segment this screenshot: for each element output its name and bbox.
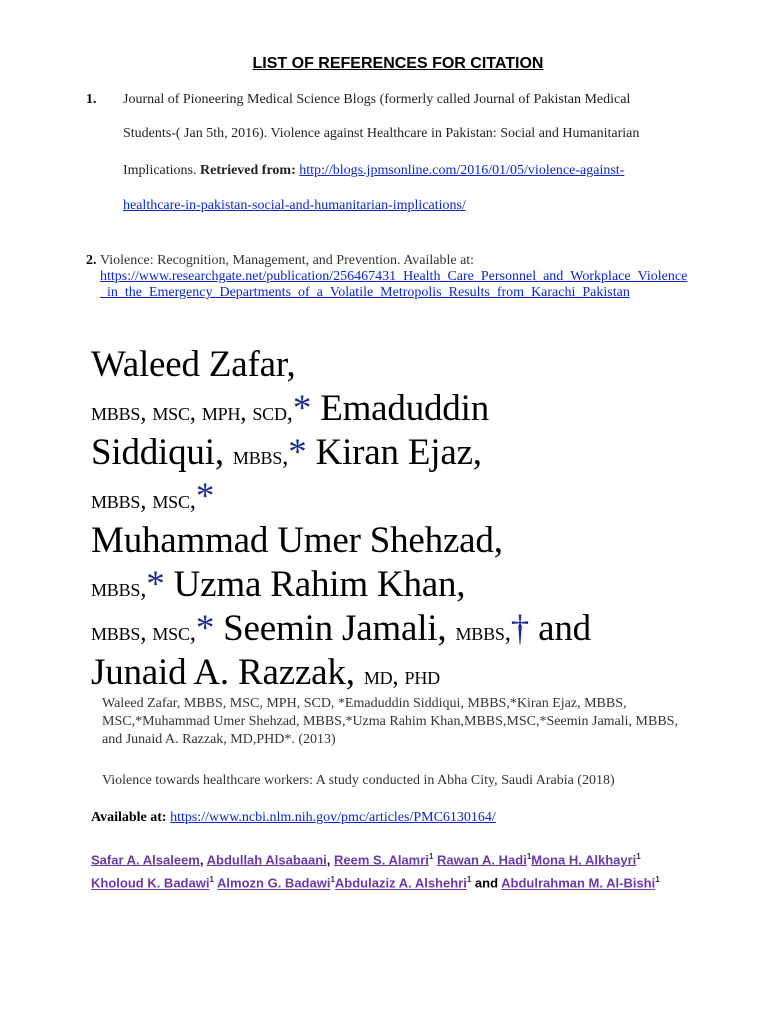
pmc-article-link[interactable]: https://www.ncbi.nlm.nih.gov/pmc/articles/PMC6130164/ <box>170 810 496 825</box>
author-link[interactable]: Reem S. Alamri <box>334 852 429 868</box>
page-title: LIST OF REFERENCES FOR CITATION <box>252 55 544 72</box>
ref-1-url-part-1[interactable]: http://blogs.jpmsonline.com/2016/01/05/violence-against- <box>299 163 625 178</box>
author-name: Emaduddin <box>311 388 489 429</box>
ref-1-url-part-2[interactable]: healthcare-in-pakistan-social-and-humanitarian-implications/ <box>123 198 466 213</box>
asterisk-mark: * <box>288 432 307 473</box>
affiliation-mark: 1 <box>526 852 532 861</box>
ref-1-line-3 <box>123 163 624 179</box>
big-author-line-2 <box>91 387 489 435</box>
asterisk-mark: * <box>292 388 312 429</box>
ref-1-line-2: Students-( Jan 5th, 2016). Violence against Healthcare in Pakistan: Social and Humanitarian <box>123 126 640 141</box>
asterisk-mark: * <box>195 608 215 649</box>
study-title: Violence towards healthcare workers: A study conducted in Abha City, Saudi Arabia (2018) <box>102 773 615 788</box>
big-author-line-8 <box>91 651 440 699</box>
big-author-line-3 <box>91 431 482 479</box>
author-link[interactable]: Abdulrahman M. Al-Bishi <box>501 875 656 891</box>
author-name: Uzma Rahim Khan, <box>164 564 466 605</box>
ref-2-url[interactable]: https://www.researchgate.net/publication/256467431_Health_Care_Personnel_and_Workplace_Violence_in_the_Emergency_Departments_of_a_Volatile_Metropolis_Results_from_Karachi_Pakistan <box>100 269 688 300</box>
big-author-line-1: Waleed Zafar, <box>91 344 296 385</box>
ref-1-line-4 <box>123 198 466 214</box>
ref-1-line-3-text: Implications. <box>123 163 200 178</box>
retrieved-from-label: Retrieved from: <box>200 163 296 178</box>
credentials: mbbs, msc, mph, scd, <box>91 399 293 426</box>
affiliation-mark: 1 <box>209 875 214 885</box>
ref-2-text: Violence: Recognition, Management, and Prevention. Available at: <box>100 253 475 268</box>
author-link[interactable]: Safar A. Alsaleem <box>91 852 200 868</box>
author-list <box>91 847 691 894</box>
affiliation-mark: 1 <box>655 875 660 885</box>
author-name: Seemin Jamali, <box>214 608 456 649</box>
asterisk-mark: * <box>146 564 165 605</box>
credentials: mbbs, <box>91 575 147 602</box>
author-separator: , <box>199 852 207 868</box>
big-author-line-5: Muhammad Umer Shehzad, <box>91 520 503 561</box>
author-name: Siddiqui, <box>91 432 233 473</box>
available-at-line <box>91 810 496 826</box>
ref-1-line-1: Journal of Pioneering Medical Science Blogs (formerly called Journal of Pakistan Medical <box>123 92 631 107</box>
affiliation-mark: 1 <box>428 852 434 861</box>
author-link[interactable]: Rawan A. Hadi <box>437 852 527 868</box>
dagger-mark: † <box>510 608 530 649</box>
available-at-label: Available at: <box>91 810 167 825</box>
author-separator: and <box>471 875 502 891</box>
affiliation-mark: 1 <box>330 875 335 885</box>
author-link[interactable]: Mona H. Alkhayri <box>531 852 637 868</box>
author-separator: , <box>326 852 335 868</box>
credentials: mbbs, <box>232 443 289 470</box>
credentials: md, phd <box>363 663 440 690</box>
ref-2-block <box>100 253 693 301</box>
big-author-line-6 <box>91 563 465 611</box>
ref-1-number: 1. <box>86 92 97 107</box>
credentials: mbbs, msc, <box>91 619 196 646</box>
big-author-line-4 <box>91 475 214 523</box>
author-name: Kiran Ejaz, <box>306 432 482 473</box>
author-link[interactable]: Abdullah Alsabaani <box>206 852 327 868</box>
affiliation-mark: 1 <box>636 852 641 861</box>
affiliation-mark: 1 <box>466 875 472 885</box>
asterisk-mark: * <box>195 476 215 517</box>
citation-paragraph: Waleed Zafar, MBBS, MSC, MPH, SCD, *Emaduddin Siddiqui, MBBS,*Kiran Ejaz, MBBS, MSC,*Muhammad Umer Shehzad, MBBS,*Uzma Rahim Khan,MBBS,MSC,*Seemin Jamali, MBBS, and Junaid A. Razzak, MD,PHD*. (2013) <box>102 696 678 747</box>
author-link[interactable]: Kholoud K. Badawi <box>91 875 210 891</box>
author-link[interactable]: Almozn G. Badawi <box>217 875 331 891</box>
credentials: mbbs, msc, <box>91 487 196 514</box>
conjunction: and <box>529 608 591 649</box>
author-name: Junaid A. Razzak, <box>91 652 364 693</box>
ref-2-number: 2. <box>86 253 97 268</box>
author-link[interactable]: Abdulaziz A. Alshehri <box>334 875 467 891</box>
credentials: mbbs, <box>455 619 511 646</box>
big-author-line-7 <box>91 607 591 655</box>
